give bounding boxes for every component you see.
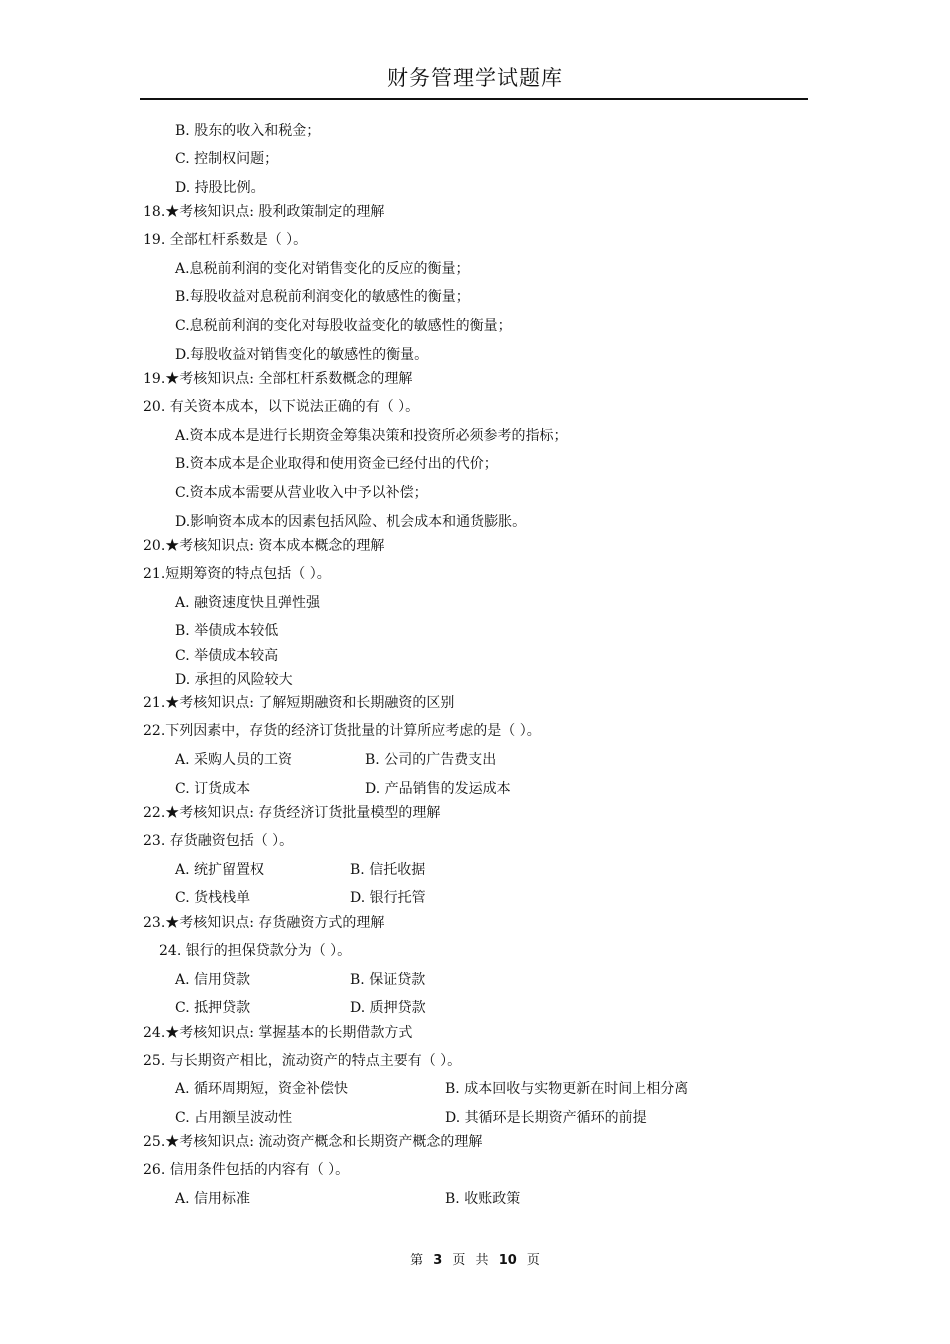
option-line: D. 持股比例。: [175, 180, 265, 196]
question-line: 26. 信用条件包括的内容有（ ）。: [143, 1162, 350, 1178]
footer-prefix: 第: [410, 1253, 424, 1268]
option-line: D. 银行托管: [350, 890, 426, 906]
option-line: B. 保证贷款: [350, 972, 426, 988]
question-line: 21.短期筹资的特点包括（ ）。: [143, 566, 331, 582]
question-line: 24. 银行的担保贷款分为（ ）。: [159, 943, 352, 959]
option-line: D.影响资本成本的因素包括风险、机会成本和通货膨胀。: [175, 514, 527, 530]
option-line: A.息税前利润的变化对销售变化的反应的衡量；: [175, 261, 470, 277]
option-line: A. 信用贷款: [175, 972, 251, 988]
option-line: D.每股收益对销售变化的敏感性的衡量。: [175, 347, 429, 363]
knowledge-point-line: 23.★考核知识点: 存货融资方式的理解: [143, 915, 385, 931]
option-line: B. 公司的广告费支出: [365, 752, 497, 768]
question-line: 25. 与长期资产相比，流动资产的特点主要有（ ）。: [143, 1053, 462, 1069]
total-page-count: 10: [498, 1253, 517, 1268]
option-line: D. 其循环是长期资产循环的前提: [445, 1110, 647, 1126]
option-line: B.资本成本是企业取得和使用资金已经付出的代价；: [175, 456, 498, 472]
footer-middle: 页 共: [452, 1253, 489, 1268]
knowledge-point-line: 19.★考核知识点: 全部杠杆系数概念的理解: [143, 371, 413, 387]
option-line: C. 货栈栈单: [175, 890, 251, 906]
option-line: D. 产品销售的发运成本: [365, 781, 511, 797]
option-line: B. 成本回收与实物更新在时间上相分离: [445, 1081, 689, 1097]
option-line: B.每股收益对息税前利润变化的敏感性的衡量；: [175, 289, 470, 305]
option-line: A.资本成本是进行长期资金筹集决策和投资所必须参考的指标；: [175, 428, 568, 444]
question-line: 19. 全部杠杆系数是（ ）。: [143, 232, 308, 248]
option-line: C.资本成本需要从营业收入中予以补偿；: [175, 485, 428, 501]
footer-suffix: 页: [526, 1253, 540, 1268]
option-line: D. 承担的风险较大: [175, 672, 293, 688]
option-line: C. 订货成本: [175, 781, 251, 797]
option-line: C. 举债成本较高: [175, 648, 279, 664]
option-line: B. 举债成本较低: [175, 623, 279, 639]
knowledge-point-line: 20.★考核知识点: 资本成本概念的理解: [143, 538, 385, 554]
option-line: C. 占用额呈波动性: [175, 1110, 293, 1126]
option-line: C.息税前利润的变化对每股收益变化的敏感性的衡量；: [175, 318, 512, 334]
knowledge-point-line: 25.★考核知识点: 流动资产概念和长期资产概念的理解: [143, 1134, 483, 1150]
header-divider: [140, 98, 808, 100]
current-page-number: 3: [433, 1253, 443, 1268]
option-line: A. 统扩留置权: [175, 862, 265, 878]
knowledge-point-line: 18.★考核知识点: 股利政策制定的理解: [143, 204, 385, 220]
knowledge-point-line: 24.★考核知识点: 掌握基本的长期借款方式: [143, 1025, 413, 1041]
option-line: B. 收账政策: [445, 1191, 521, 1207]
question-line: 22.下列因素中，存货的经济订货批量的计算所应考虑的是（ ）。: [143, 723, 541, 739]
page-footer: [0, 1249, 950, 1268]
page-title: 财务管理学试题库: [387, 66, 563, 90]
option-line: A. 循环周期短，资金补偿快: [175, 1081, 349, 1097]
option-line: A. 融资速度快且弹性强: [175, 595, 321, 611]
option-line: A. 采购人员的工资: [175, 752, 293, 768]
knowledge-point-line: 22.★考核知识点: 存货经济订货批量模型的理解: [143, 805, 441, 821]
option-line: B. 信托收据: [350, 862, 426, 878]
option-line: D. 质押贷款: [350, 1000, 426, 1016]
option-line: C. 控制权问题；: [175, 151, 279, 167]
option-line: C. 抵押贷款: [175, 1000, 251, 1016]
option-line: A. 信用标准: [175, 1191, 251, 1207]
option-line: B. 股东的收入和税金；: [175, 123, 321, 139]
question-line: 23. 存货融资包括（ ）。: [143, 833, 294, 849]
question-line: 20. 有关资本成本，以下说法正确的有（ ）。: [143, 399, 420, 415]
knowledge-point-line: 21.★考核知识点: 了解短期融资和长期融资的区别: [143, 695, 455, 711]
